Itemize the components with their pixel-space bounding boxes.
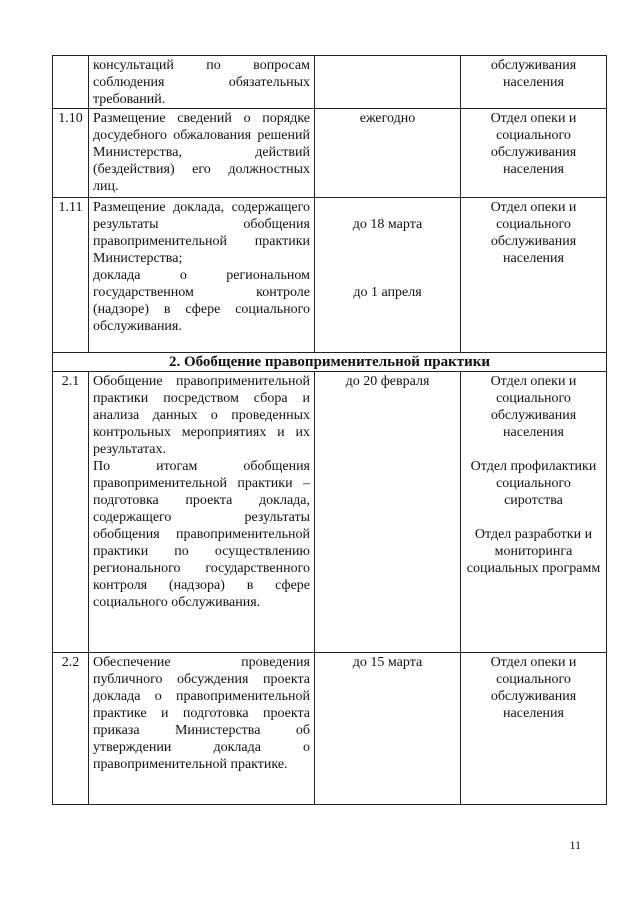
- row-description: [89, 653, 315, 805]
- row-deadline: [315, 372, 461, 653]
- row-number: 1.10: [53, 109, 89, 198]
- responsible-unit: обслуживания населения: [490, 58, 577, 90]
- section-header-row: [53, 353, 607, 372]
- responsible-unit: Отдел разработки и мониторинга социальных программ: [466, 527, 601, 576]
- row-responsible: [461, 109, 607, 198]
- row-responsible: [461, 56, 607, 109]
- description-paragraph: консультаций по вопросам соблюдения обязательных требований.: [93, 58, 310, 107]
- row-responsible: [461, 198, 607, 353]
- deadline-text: до 20 февраля: [345, 374, 430, 389]
- table-row: [53, 56, 607, 109]
- responsible-unit: Отдел опеки и социального обслуживания населения: [490, 111, 577, 177]
- row-number: 2.1: [53, 372, 89, 653]
- responsible-unit: Отдел профилактики социального сиротства: [470, 459, 597, 508]
- row-deadline: [315, 198, 461, 353]
- row-description: [89, 109, 315, 198]
- description-paragraph: Размещение сведений о порядке досудебного обжалования решений Министерства, действий (бездействия) его должностных лиц.: [93, 111, 310, 194]
- description-paragraph: Размещение доклада, содержащего результаты обобщения правоприменительной практики Министерства;: [93, 200, 310, 266]
- row-number: [53, 56, 89, 109]
- table-row: [53, 198, 607, 353]
- description-paragraph: доклада о региональном государственном контроле (надзоре) в сфере социального обслуживания.: [93, 268, 310, 334]
- table-row: [53, 109, 607, 198]
- deadline-text: ежегодно: [359, 111, 416, 126]
- row-description: [89, 372, 315, 653]
- description-paragraph: Обеспечение проведения публичного обсуждения проекта доклада о правоприменительной практике и подготовка проекта приказа Министерства об утверждении доклада о правоприменительной практике.: [93, 655, 310, 772]
- description-paragraph: По итогам обобщения правоприменительной практики – подготовка проекта доклада, содержащего результаты обобщения правоприменительной практики по осуществлению регионального государственного контроля (надзора) в сфере социального обслуживания.: [93, 459, 310, 610]
- row-number: 2.2: [53, 653, 89, 805]
- table-row: [53, 653, 607, 805]
- row-deadline: [315, 653, 461, 805]
- deadline-text: до 18 марта: [352, 217, 423, 232]
- deadline-text: до 1 апреля: [353, 285, 422, 300]
- page-number: 11: [569, 838, 581, 852]
- row-responsible: [461, 372, 607, 653]
- responsible-unit: Отдел опеки и социального обслуживания населения: [490, 374, 577, 440]
- row-deadline: [315, 109, 461, 198]
- table-row: [53, 372, 607, 653]
- row-deadline: [315, 56, 461, 109]
- description-paragraph: Обобщение правоприменительной практики посредством сбора и анализа данных о проведенных контрольных мероприятиях и их результатах.: [93, 374, 310, 457]
- row-description: [89, 198, 315, 353]
- deadline-text: до 15 марта: [352, 655, 423, 670]
- row-responsible: [461, 653, 607, 805]
- responsible-unit: Отдел опеки и социального обслуживания населения: [490, 655, 577, 721]
- section-title: 2. Обобщение правоприменительной практики: [53, 353, 607, 372]
- row-description: [89, 56, 315, 109]
- plan-table: [52, 55, 607, 805]
- responsible-unit: Отдел опеки и социального обслуживания населения: [490, 200, 577, 266]
- row-number: 1.11: [53, 198, 89, 353]
